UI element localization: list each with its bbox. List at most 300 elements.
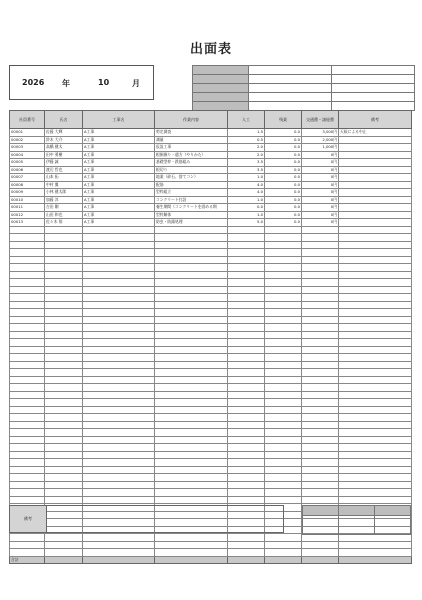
cell-site[interactable] <box>83 534 155 542</box>
cell-work[interactable]: 型枠組立 <box>155 189 228 197</box>
cell-work[interactable] <box>155 316 228 324</box>
cell-name[interactable]: 小林 健太郎 <box>45 189 83 197</box>
cell-mandays[interactable]: 4.0 <box>228 181 265 189</box>
cell-note[interactable] <box>339 414 412 422</box>
cell-expense[interactable] <box>302 324 339 332</box>
approval-cell[interactable] <box>332 66 415 75</box>
cell-ot[interactable] <box>265 316 302 324</box>
cell-mandays[interactable] <box>228 451 265 459</box>
cell-mandays[interactable] <box>228 271 265 279</box>
cell-expense[interactable] <box>302 241 339 249</box>
cell-mandays[interactable] <box>228 264 265 272</box>
cell-mandays[interactable]: 3.5 <box>228 166 265 174</box>
cell-expense[interactable] <box>302 429 339 437</box>
cell-site[interactable] <box>83 451 155 459</box>
cell-name[interactable]: 伊藤 誠 <box>45 159 83 167</box>
cell-name[interactable] <box>45 264 83 272</box>
cell-note[interactable] <box>339 316 412 324</box>
cell-note[interactable] <box>339 391 412 399</box>
cell-id[interactable] <box>10 391 45 399</box>
cell-ot[interactable]: 0.0 <box>265 219 302 227</box>
cell-note[interactable] <box>339 166 412 174</box>
cell-ot[interactable] <box>265 286 302 294</box>
cell-site[interactable] <box>83 271 155 279</box>
cell-expense[interactable] <box>302 384 339 392</box>
cell-work[interactable] <box>155 541 228 549</box>
cell-id[interactable] <box>10 294 45 302</box>
cell-note[interactable] <box>339 309 412 317</box>
cell-mandays[interactable]: 1.0 <box>228 196 265 204</box>
cell-id[interactable] <box>10 466 45 474</box>
cell-mandays[interactable]: 0.5 <box>228 136 265 144</box>
cell-note[interactable] <box>339 384 412 392</box>
cell-ot[interactable] <box>265 234 302 242</box>
cell-id[interactable] <box>10 241 45 249</box>
cell-site[interactable] <box>83 466 155 474</box>
cell-work[interactable] <box>155 346 228 354</box>
cell-note[interactable] <box>339 196 412 204</box>
cell-site[interactable] <box>83 301 155 309</box>
cell-work[interactable] <box>155 414 228 422</box>
cell-ot[interactable] <box>265 549 302 557</box>
cell-expense[interactable] <box>302 399 339 407</box>
cell-mandays[interactable] <box>228 414 265 422</box>
cell-id[interactable]: 00004 <box>10 151 45 159</box>
cell-note[interactable] <box>339 264 412 272</box>
cell-ot[interactable] <box>265 541 302 549</box>
cell-name[interactable] <box>45 541 83 549</box>
cell-note[interactable] <box>339 226 412 234</box>
cell-mandays[interactable] <box>228 226 265 234</box>
cell-mandays[interactable]: 1.0 <box>228 211 265 219</box>
cell-expense[interactable] <box>302 354 339 362</box>
cell-id[interactable] <box>10 369 45 377</box>
cell-expense[interactable] <box>302 369 339 377</box>
cell-name[interactable] <box>45 346 83 354</box>
cell-note[interactable] <box>339 271 412 279</box>
cell-id[interactable] <box>10 474 45 482</box>
cell-note[interactable] <box>339 219 412 227</box>
cell-id[interactable] <box>10 249 45 257</box>
cell-mandays[interactable] <box>228 339 265 347</box>
cell-site[interactable] <box>83 541 155 549</box>
cell-site[interactable] <box>83 369 155 377</box>
cell-work[interactable] <box>155 429 228 437</box>
cell-site[interactable] <box>83 361 155 369</box>
cell-mandays[interactable] <box>228 459 265 467</box>
cell-ot[interactable] <box>265 384 302 392</box>
cell-name[interactable] <box>45 406 83 414</box>
cell-id[interactable] <box>10 301 45 309</box>
cell-work[interactable] <box>155 391 228 399</box>
cell-site[interactable] <box>83 459 155 467</box>
cell-id[interactable] <box>10 271 45 279</box>
cell-expense[interactable]: 1,000円 <box>302 144 339 152</box>
approval-cell[interactable] <box>332 84 415 93</box>
cell-expense[interactable] <box>302 256 339 264</box>
cell-mandays[interactable]: 0.0 <box>228 204 265 212</box>
cell-name[interactable] <box>45 496 83 504</box>
cell-name[interactable] <box>45 361 83 369</box>
cell-expense[interactable]: 0円 <box>302 219 339 227</box>
cell-expense[interactable] <box>302 406 339 414</box>
cell-mandays[interactable] <box>228 294 265 302</box>
cell-expense[interactable] <box>302 249 339 257</box>
cell-site[interactable] <box>83 489 155 497</box>
cell-mandays[interactable] <box>228 549 265 557</box>
cell-mandays[interactable] <box>228 474 265 482</box>
cell-ot[interactable]: 0.0 <box>265 151 302 159</box>
cell-work[interactable] <box>155 481 228 489</box>
cell-name[interactable]: 中村 翼 <box>45 181 83 189</box>
cell-ot[interactable] <box>265 481 302 489</box>
cell-name[interactable]: 吉田 剛 <box>45 204 83 212</box>
cell-id[interactable] <box>10 309 45 317</box>
cell-id[interactable] <box>10 256 45 264</box>
cell-note[interactable] <box>339 541 412 549</box>
cell-id[interactable] <box>10 459 45 467</box>
cell-site[interactable] <box>83 414 155 422</box>
cell-site[interactable] <box>83 429 155 437</box>
cell-site[interactable] <box>83 249 155 257</box>
cell-expense[interactable]: 0円 <box>302 189 339 197</box>
cell-name[interactable] <box>45 309 83 317</box>
cell-expense[interactable] <box>302 309 339 317</box>
cell-note[interactable] <box>339 279 412 287</box>
sign-cell[interactable] <box>303 516 339 535</box>
cell-id[interactable] <box>10 421 45 429</box>
cell-expense[interactable] <box>302 549 339 557</box>
cell-work[interactable] <box>155 384 228 392</box>
cell-work[interactable] <box>155 369 228 377</box>
cell-name[interactable] <box>45 481 83 489</box>
cell-id[interactable] <box>10 316 45 324</box>
cell-work[interactable]: 測量 <box>155 136 228 144</box>
cell-work[interactable] <box>155 489 228 497</box>
cell-id[interactable] <box>10 226 45 234</box>
cell-mandays[interactable] <box>228 234 265 242</box>
cell-site[interactable] <box>83 384 155 392</box>
cell-name[interactable] <box>45 256 83 264</box>
cell-work[interactable] <box>155 406 228 414</box>
cell-site[interactable] <box>83 481 155 489</box>
cell-note[interactable] <box>339 324 412 332</box>
cell-work[interactable]: 養生期間（コンクリートを固める期 <box>155 204 228 212</box>
cell-work[interactable] <box>155 451 228 459</box>
cell-name[interactable]: 佐々木 翔 <box>45 219 83 227</box>
cell-note[interactable] <box>339 174 412 182</box>
cell-mandays[interactable] <box>228 324 265 332</box>
cell-site[interactable] <box>83 241 155 249</box>
cell-mandays[interactable] <box>228 346 265 354</box>
cell-work[interactable] <box>155 331 228 339</box>
cell-note[interactable] <box>339 241 412 249</box>
cell-work[interactable]: 型枠解体 <box>155 211 228 219</box>
cell-expense[interactable] <box>302 541 339 549</box>
cell-name[interactable] <box>45 429 83 437</box>
cell-id[interactable] <box>10 361 45 369</box>
cell-work[interactable]: 基礎型枠・鉄筋組み <box>155 159 228 167</box>
cell-id[interactable]: 00002 <box>10 136 45 144</box>
cell-site[interactable] <box>83 331 155 339</box>
cell-id[interactable] <box>10 489 45 497</box>
cell-expense[interactable] <box>302 474 339 482</box>
cell-note[interactable]: 天候による中止 <box>339 129 412 137</box>
approval-cell[interactable] <box>249 75 332 84</box>
cell-mandays[interactable]: 2.0 <box>228 144 265 152</box>
approval-cell[interactable] <box>332 75 415 84</box>
cell-note[interactable] <box>339 399 412 407</box>
cell-ot[interactable] <box>265 414 302 422</box>
cell-mandays[interactable] <box>228 496 265 504</box>
cell-work[interactable] <box>155 279 228 287</box>
cell-name[interactable] <box>45 399 83 407</box>
cell-name[interactable] <box>45 271 83 279</box>
cell-name[interactable] <box>45 489 83 497</box>
cell-ot[interactable] <box>265 436 302 444</box>
cell-ot[interactable] <box>265 264 302 272</box>
cell-note[interactable] <box>339 354 412 362</box>
cell-expense[interactable] <box>302 414 339 422</box>
cell-note[interactable] <box>339 466 412 474</box>
cell-mandays[interactable]: 1.5 <box>228 129 265 137</box>
cell-id[interactable] <box>10 354 45 362</box>
cell-mandays[interactable] <box>228 309 265 317</box>
cell-note[interactable] <box>339 144 412 152</box>
cell-ot[interactable] <box>265 294 302 302</box>
cell-expense[interactable]: 0円 <box>302 174 339 182</box>
cell-name[interactable]: 鈴木 大介 <box>45 136 83 144</box>
approval-cell[interactable] <box>249 93 332 102</box>
cell-work[interactable] <box>155 226 228 234</box>
cell-note[interactable] <box>339 136 412 144</box>
cell-ot[interactable] <box>265 444 302 452</box>
cell-id[interactable]: 00013 <box>10 219 45 227</box>
cell-id[interactable] <box>10 451 45 459</box>
cell-note[interactable] <box>339 204 412 212</box>
cell-site[interactable] <box>83 234 155 242</box>
cell-ot[interactable] <box>265 459 302 467</box>
cell-id[interactable] <box>10 436 45 444</box>
cell-work[interactable] <box>155 534 228 542</box>
cell-site[interactable] <box>83 226 155 234</box>
cell-id[interactable]: 00011 <box>10 204 45 212</box>
cell-note[interactable] <box>339 481 412 489</box>
cell-name[interactable] <box>45 549 83 557</box>
cell-mandays[interactable] <box>228 481 265 489</box>
cell-mandays[interactable] <box>228 331 265 339</box>
cell-id[interactable] <box>10 406 45 414</box>
cell-id[interactable] <box>10 444 45 452</box>
cell-id[interactable] <box>10 324 45 332</box>
cell-note[interactable] <box>339 421 412 429</box>
cell-ot[interactable] <box>265 496 302 504</box>
cell-work[interactable] <box>155 234 228 242</box>
cell-name[interactable] <box>45 331 83 339</box>
cell-site[interactable] <box>83 354 155 362</box>
cell-site[interactable]: A工事 <box>83 174 155 182</box>
cell-name[interactable] <box>45 376 83 384</box>
cell-site[interactable]: A工事 <box>83 204 155 212</box>
cell-expense[interactable]: 0円 <box>302 151 339 159</box>
cell-note[interactable] <box>339 376 412 384</box>
cell-expense[interactable] <box>302 444 339 452</box>
cell-mandays[interactable]: 1.0 <box>228 174 265 182</box>
cell-mandays[interactable] <box>228 279 265 287</box>
cell-site[interactable]: A工事 <box>83 151 155 159</box>
cell-expense[interactable] <box>302 391 339 399</box>
remarks-box[interactable] <box>47 505 284 533</box>
cell-expense[interactable] <box>302 294 339 302</box>
cell-site[interactable] <box>83 286 155 294</box>
cell-note[interactable] <box>339 406 412 414</box>
cell-ot[interactable] <box>265 346 302 354</box>
cell-work[interactable] <box>155 496 228 504</box>
cell-id[interactable]: 00009 <box>10 189 45 197</box>
cell-work[interactable] <box>155 301 228 309</box>
cell-name[interactable]: 佐藤 大輝 <box>45 129 83 137</box>
cell-mandays[interactable] <box>228 361 265 369</box>
cell-expense[interactable]: 0円 <box>302 211 339 219</box>
cell-expense[interactable] <box>302 286 339 294</box>
cell-note[interactable] <box>339 294 412 302</box>
cell-expense[interactable]: 0円 <box>302 166 339 174</box>
cell-expense[interactable]: 3,000円 <box>302 129 339 137</box>
cell-expense[interactable]: 0円 <box>302 196 339 204</box>
cell-ot[interactable] <box>265 399 302 407</box>
cell-name[interactable] <box>45 249 83 257</box>
cell-work[interactable] <box>155 459 228 467</box>
cell-ot[interactable] <box>265 429 302 437</box>
cell-mandays[interactable] <box>228 384 265 392</box>
cell-site[interactable] <box>83 444 155 452</box>
cell-name[interactable] <box>45 279 83 287</box>
cell-name[interactable] <box>45 459 83 467</box>
cell-note[interactable] <box>339 444 412 452</box>
cell-work[interactable]: 根切り <box>155 166 228 174</box>
cell-ot[interactable] <box>265 534 302 542</box>
cell-ot[interactable] <box>265 361 302 369</box>
cell-note[interactable] <box>339 211 412 219</box>
approval-cell[interactable] <box>332 93 415 102</box>
cell-site[interactable] <box>83 309 155 317</box>
cell-ot[interactable] <box>265 279 302 287</box>
cell-name[interactable] <box>45 241 83 249</box>
cell-site[interactable]: A工事 <box>83 136 155 144</box>
cell-work[interactable] <box>155 339 228 347</box>
cell-site[interactable] <box>83 496 155 504</box>
cell-work[interactable] <box>155 249 228 257</box>
cell-site[interactable]: A工事 <box>83 189 155 197</box>
cell-expense[interactable] <box>302 436 339 444</box>
cell-mandays[interactable] <box>228 466 265 474</box>
cell-note[interactable] <box>339 301 412 309</box>
cell-note[interactable] <box>339 361 412 369</box>
cell-mandays[interactable] <box>228 534 265 542</box>
cell-id[interactable]: 00001 <box>10 129 45 137</box>
cell-mandays[interactable] <box>228 286 265 294</box>
cell-work[interactable] <box>155 361 228 369</box>
cell-note[interactable] <box>339 151 412 159</box>
cell-site[interactable] <box>83 474 155 482</box>
cell-expense[interactable] <box>302 481 339 489</box>
cell-name[interactable]: 田中 勇樹 <box>45 151 83 159</box>
cell-site[interactable] <box>83 549 155 557</box>
cell-name[interactable]: 高橋 健太 <box>45 144 83 152</box>
cell-site[interactable] <box>83 264 155 272</box>
cell-expense[interactable] <box>302 226 339 234</box>
cell-id[interactable] <box>10 496 45 504</box>
cell-expense[interactable] <box>302 421 339 429</box>
cell-work[interactable] <box>155 354 228 362</box>
cell-work[interactable] <box>155 324 228 332</box>
cell-work[interactable] <box>155 376 228 384</box>
cell-name[interactable]: 渡辺 哲也 <box>45 166 83 174</box>
cell-name[interactable] <box>45 234 83 242</box>
cell-note[interactable] <box>339 331 412 339</box>
cell-mandays[interactable]: 2.0 <box>228 151 265 159</box>
cell-expense[interactable] <box>302 271 339 279</box>
cell-name[interactable]: 加藤 淳 <box>45 196 83 204</box>
cell-ot[interactable]: 0.0 <box>265 129 302 137</box>
cell-site[interactable]: A工事 <box>83 144 155 152</box>
cell-work[interactable]: 配筋 <box>155 181 228 189</box>
cell-id[interactable] <box>10 541 45 549</box>
cell-name[interactable] <box>45 474 83 482</box>
cell-expense[interactable]: 2,000円 <box>302 136 339 144</box>
cell-work[interactable]: 根掘掘り・遣方（やりかた） <box>155 151 228 159</box>
cell-mandays[interactable] <box>228 301 265 309</box>
cell-ot[interactable]: 0.0 <box>265 166 302 174</box>
cell-ot[interactable]: 0.0 <box>265 189 302 197</box>
cell-id[interactable] <box>10 264 45 272</box>
cell-site[interactable]: A工事 <box>83 219 155 227</box>
cell-site[interactable]: A工事 <box>83 159 155 167</box>
cell-name[interactable] <box>45 534 83 542</box>
cell-work[interactable] <box>155 309 228 317</box>
cell-work[interactable] <box>155 294 228 302</box>
cell-name[interactable] <box>45 444 83 452</box>
cell-ot[interactable] <box>265 451 302 459</box>
cell-name[interactable] <box>45 286 83 294</box>
cell-mandays[interactable]: 4.0 <box>228 189 265 197</box>
cell-ot[interactable]: 0.0 <box>265 196 302 204</box>
cell-id[interactable] <box>10 399 45 407</box>
cell-mandays[interactable] <box>228 444 265 452</box>
cell-expense[interactable] <box>302 316 339 324</box>
cell-ot[interactable] <box>265 489 302 497</box>
cell-mandays[interactable] <box>228 241 265 249</box>
cell-work[interactable] <box>155 444 228 452</box>
cell-name[interactable] <box>45 421 83 429</box>
cell-note[interactable] <box>339 286 412 294</box>
cell-ot[interactable]: 0.0 <box>265 136 302 144</box>
cell-ot[interactable] <box>265 406 302 414</box>
cell-id[interactable] <box>10 286 45 294</box>
cell-mandays[interactable] <box>228 429 265 437</box>
cell-mandays[interactable] <box>228 399 265 407</box>
cell-ot[interactable] <box>265 256 302 264</box>
cell-site[interactable] <box>83 294 155 302</box>
cell-site[interactable] <box>83 279 155 287</box>
cell-id[interactable] <box>10 331 45 339</box>
cell-mandays[interactable] <box>228 436 265 444</box>
cell-work[interactable] <box>155 264 228 272</box>
cell-name[interactable]: 山本 拓 <box>45 174 83 182</box>
cell-work[interactable] <box>155 399 228 407</box>
cell-name[interactable] <box>45 391 83 399</box>
cell-expense[interactable] <box>302 339 339 347</box>
